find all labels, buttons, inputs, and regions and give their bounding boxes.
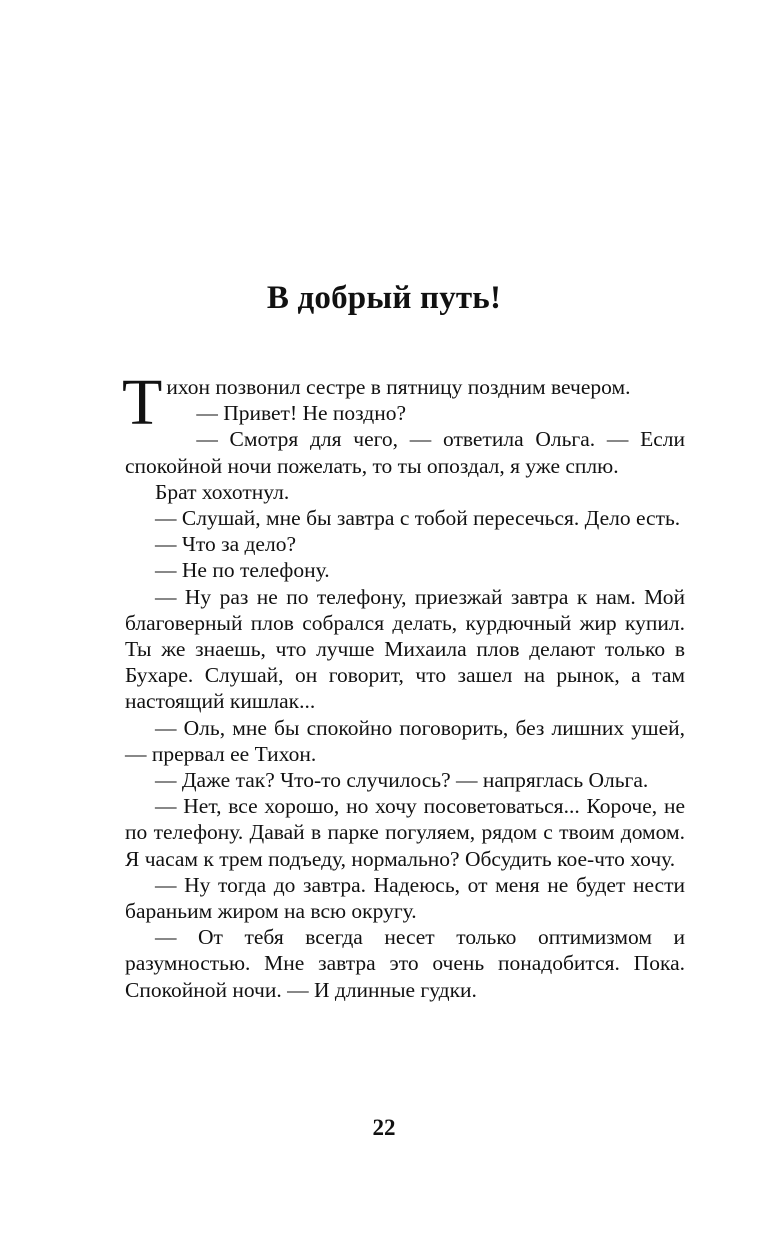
paragraph: — Даже так? Что-то случилось? — напряглась Ольга. [155,768,649,793]
paragraph: — Привет! Не поздно? [196,401,407,426]
paragraph: — Не по телефону. [155,558,330,583]
paragraph: — Ну тогда до завтра. Надеюсь, от меня не будет нести бараньим жиром на всю округу. [125,872,685,924]
paragraph: — Смотря для чего, — ответила Ольга. — Если спокойной ночи пожелать, то ты опоздал, я уже сплю. [125,427,685,478]
paragraph-text: ихон позвонил сестре в пятницу поздним вечером. [166,375,631,399]
drop-cap: Т [122,366,163,439]
paragraph: — От тебя всегда несет только оптимизмом и разумностью. Мне завтра это очень понадобится. Пока. Спокойной ночи. — И длинные гудки. [125,925,685,1002]
paragraph: — Слушай, мне бы завтра с тобой пересечься. Дело есть. [155,506,681,531]
body-text [122,366,685,1003]
page-number: 22 [372,1115,396,1140]
paragraph: — Нет, все хорошо, но хочу посоветоваться... Короче, не по телефону. Давай в парке погуляем, рядом с твоим домом. Я часам к трем подъеду, нормально? Обсудить кое-что хочу. [125,794,685,871]
paragraph: — Что за дело? [155,532,296,557]
paragraph: — Ну раз не по телефону, приезжай завтра к нам. Мой благоверный плов собрался делать, курдючный жир купил. Ты же знаешь, что лучше Михаила плов делают только в Бухаре. Слушай, он говорит, что зашел на рынок, а там настоящий кишлак... [125,584,685,714]
chapter-title: В добрый путь! [266,280,502,316]
paragraph: — Оль, мне бы спокойно поговорить, без лишних ушей, — прервал ее Тихон. [125,715,685,766]
paragraph: Брат хохотнул. [155,479,290,504]
